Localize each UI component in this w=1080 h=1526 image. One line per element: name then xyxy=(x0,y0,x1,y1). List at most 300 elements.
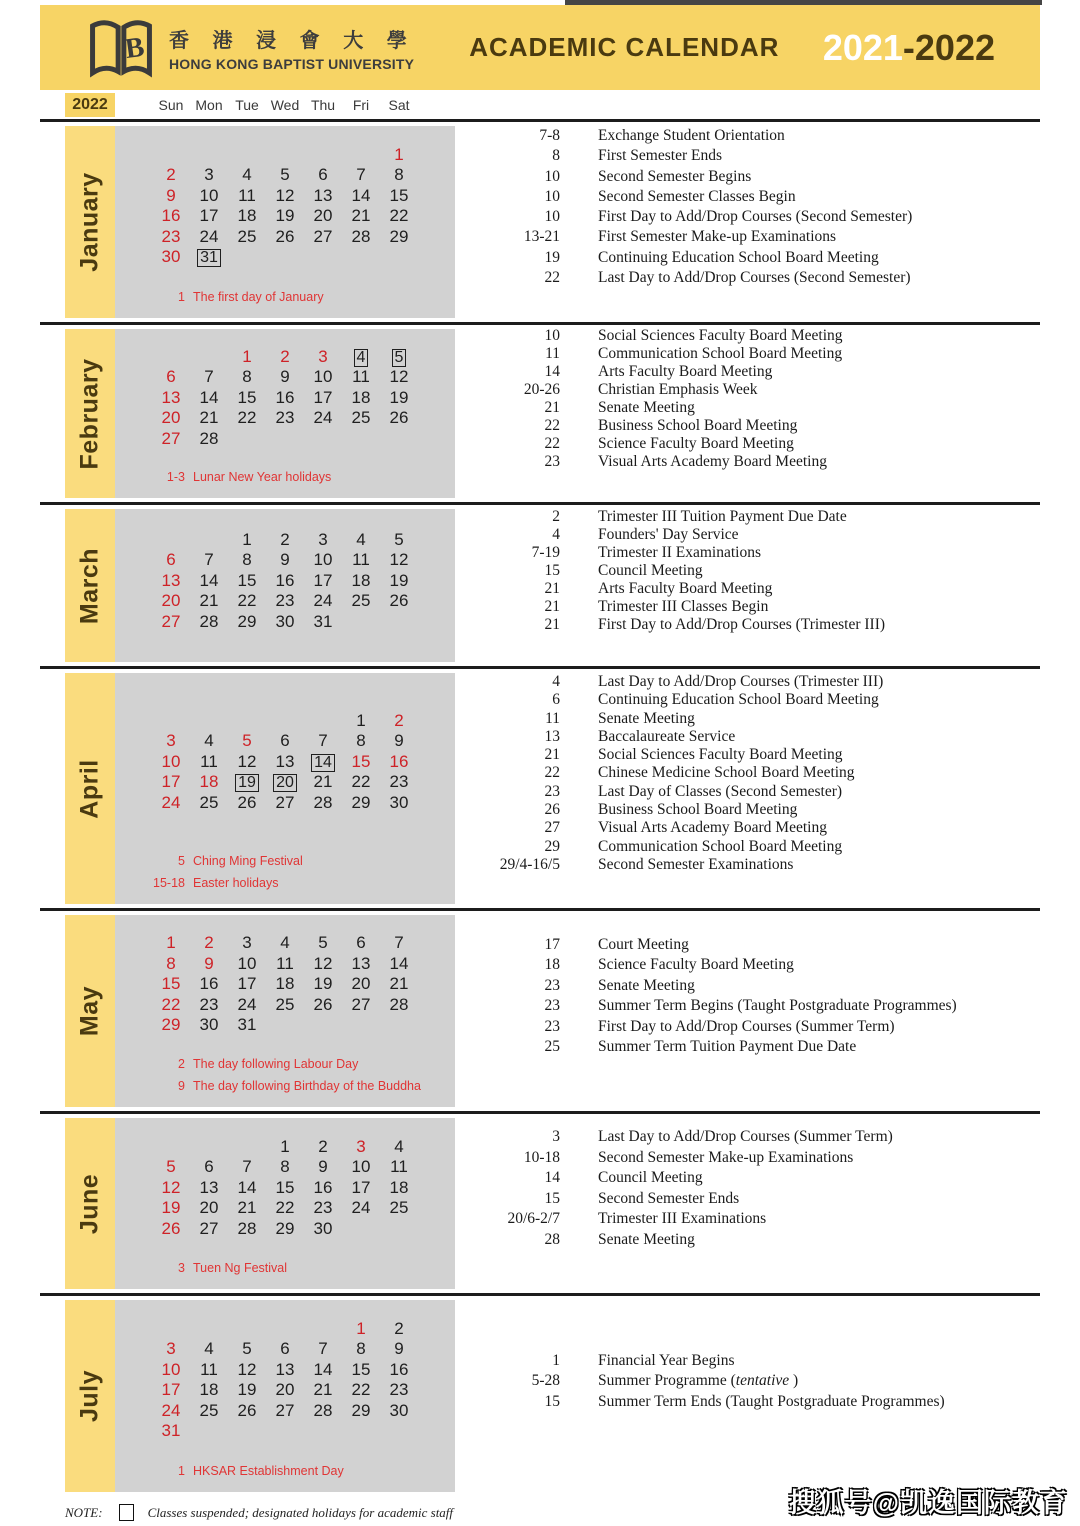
calendar-day: 16 xyxy=(199,974,219,993)
event-date: 22 xyxy=(544,434,560,452)
calendar-day: 13 xyxy=(275,1359,295,1379)
event-text: Trimester III Tuition Payment Due Date xyxy=(598,507,847,525)
event-row xyxy=(465,1168,1040,1189)
weekday-label: Thu xyxy=(310,96,336,113)
calendar-day: 15 xyxy=(237,570,257,590)
calendar-day: 13 xyxy=(275,751,295,771)
calendar-day: 17 xyxy=(161,1380,181,1400)
calendar-day: 24 xyxy=(237,994,257,1014)
calendar-day: 18 xyxy=(389,1177,409,1197)
month-section xyxy=(40,1114,1040,1296)
event-row xyxy=(465,673,1040,691)
calendar-week xyxy=(152,1401,455,1422)
calendar-day: 30 xyxy=(389,1400,409,1420)
calendar-day: 31 xyxy=(237,1015,257,1034)
event-date: 3 xyxy=(552,1128,560,1146)
calendar-week xyxy=(152,1157,455,1178)
event-row xyxy=(465,146,1040,166)
calendar-day: 16 xyxy=(313,1177,333,1197)
calendar-day: 28 xyxy=(313,1400,333,1420)
calendar-week xyxy=(152,1015,455,1036)
event-text: Baccalaureate Service xyxy=(598,727,736,745)
event-row xyxy=(465,616,1040,634)
event-date: 21 xyxy=(544,579,560,597)
weekday-label: Tue xyxy=(235,96,259,113)
calendar-day: 28 xyxy=(199,428,219,448)
event-date: 10 xyxy=(544,187,560,205)
calendar-day: 15 xyxy=(237,387,257,407)
suspended-day-box-icon xyxy=(119,1504,134,1521)
holiday-note-text: Tuen Ng Festival xyxy=(193,1261,288,1275)
event-date: 7-8 xyxy=(539,127,560,145)
calendar-day: 9 xyxy=(166,185,176,205)
event-row xyxy=(465,227,1040,247)
calendar-day: 29 xyxy=(275,1218,295,1238)
event-date: 29/4-16/5 xyxy=(499,855,560,873)
calendar-day: 21 xyxy=(199,408,219,427)
calendar-day: 31 xyxy=(190,247,228,267)
event-date: 17 xyxy=(544,935,560,953)
month-notes xyxy=(115,1053,455,1107)
calendar-day: 9 xyxy=(394,1339,404,1359)
calendar-week xyxy=(152,206,455,227)
event-date: 7-19 xyxy=(531,543,560,561)
event-text: Last Day to Add/Drop Courses (Trimester III) xyxy=(598,673,884,691)
calendar-day: 18 xyxy=(275,974,295,993)
calendar-day: 12 xyxy=(389,367,409,386)
event-row xyxy=(465,167,1040,187)
calendar-week xyxy=(152,953,455,974)
calendar-day: 8 xyxy=(394,165,404,185)
event-text: Second Semester Make-up Examinations xyxy=(598,1148,854,1166)
month-strip xyxy=(65,1118,115,1289)
month-events xyxy=(455,326,1040,498)
calendar-day: 23 xyxy=(275,408,295,427)
event-row xyxy=(465,562,1040,580)
event-date: 5-28 xyxy=(531,1372,560,1389)
calendar-week xyxy=(152,165,455,186)
event-text: Last Day to Add/Drop Courses (Second Semester) xyxy=(598,268,911,286)
calendar-day: 3 xyxy=(204,165,214,185)
event-text: Senate Meeting xyxy=(598,976,695,994)
event-text: Second Semester Begins xyxy=(598,167,752,185)
calendar-week xyxy=(152,367,455,388)
event-date: 15 xyxy=(544,1189,560,1207)
header-band xyxy=(40,5,1040,90)
event-date: 13-21 xyxy=(523,228,560,246)
calendar-day: 16 xyxy=(389,751,409,771)
event-text: First Day to Add/Drop Courses (Second Semester) xyxy=(598,208,913,226)
event-row xyxy=(465,1371,1040,1392)
month-strip xyxy=(65,126,115,318)
month-notes xyxy=(115,1460,455,1492)
event-date: 20/6-2/7 xyxy=(507,1210,560,1228)
calendar-day: 7 xyxy=(318,731,328,750)
calendar-week xyxy=(152,591,455,612)
month-calendar-panel xyxy=(65,673,455,904)
calendar-day: 5 xyxy=(242,1339,252,1359)
calendar-week xyxy=(152,731,455,752)
calendar-day: 10 xyxy=(313,367,333,386)
holiday-note-date: 5 xyxy=(178,854,185,868)
event-text: Business School Board Meeting xyxy=(598,416,798,434)
month-events xyxy=(455,509,1040,662)
calendar-day: 2 xyxy=(394,1318,404,1338)
event-row xyxy=(465,837,1040,855)
month-grid xyxy=(115,710,455,813)
event-date: 14 xyxy=(544,362,560,380)
calendar-day: 4 xyxy=(356,529,366,549)
calendar-day: 1 xyxy=(242,346,252,366)
calendar-day: 5 xyxy=(166,1157,176,1176)
calendar-day: 12 xyxy=(161,1177,181,1197)
calendar-day: 23 xyxy=(275,591,295,610)
calendar-day: 27 xyxy=(351,994,371,1014)
event-text: Financial Year Begins xyxy=(598,1351,735,1369)
event-text: Trimester III Examinations xyxy=(598,1210,767,1228)
event-date: 13 xyxy=(544,727,560,745)
calendar-day: 2 xyxy=(280,346,290,366)
calendar-day: 24 xyxy=(313,408,333,427)
month-events xyxy=(455,1118,1040,1289)
calendar-day: 11 xyxy=(200,1359,218,1379)
event-row xyxy=(465,544,1040,562)
calendar-day: 12 xyxy=(275,185,295,205)
event-date: 10 xyxy=(544,208,560,226)
event-text: Arts Faculty Board Meeting xyxy=(598,362,773,380)
calendar-day: 16 xyxy=(275,387,295,407)
calendar-day: 27 xyxy=(161,611,181,631)
svg-text:B: B xyxy=(123,31,147,65)
month-section xyxy=(40,505,1040,669)
event-text: Summer Term Tuition Payment Due Date xyxy=(598,1038,857,1056)
month-grid xyxy=(115,529,455,632)
calendar-day: 16 xyxy=(161,206,181,226)
event-row xyxy=(465,345,1040,363)
calendar-day: 19 xyxy=(161,1198,181,1217)
year-range-start: 2021 xyxy=(822,26,903,68)
calendar-day: 21 xyxy=(389,974,409,993)
calendar-day: 9 xyxy=(280,367,290,386)
event-text: Court Meeting xyxy=(598,935,689,953)
event-text: First Day to Add/Drop Courses (Summer Term) xyxy=(598,1017,895,1035)
month-grid xyxy=(115,1136,455,1239)
calendar-day: 12 xyxy=(237,1359,257,1379)
calendar-day: 10 xyxy=(351,1157,371,1176)
calendar-week xyxy=(152,933,455,954)
holiday-note xyxy=(135,1460,455,1482)
calendar-day: 8 xyxy=(242,367,252,386)
calendar-day: 18 xyxy=(199,772,219,791)
event-date: 11 xyxy=(545,344,560,362)
calendar-day: 14 xyxy=(237,1177,257,1197)
calendar-week xyxy=(152,994,455,1015)
event-text: Second Semester Ends xyxy=(598,1189,740,1207)
holiday-note-text: The day following Birthday of the Buddha xyxy=(193,1079,421,1093)
month-grid xyxy=(115,145,455,268)
event-date: 22 xyxy=(544,416,560,434)
month-strip xyxy=(65,329,115,498)
holiday-note-text: Easter holidays xyxy=(193,876,279,890)
calendar-day: 4 xyxy=(342,347,380,367)
event-row xyxy=(465,783,1040,801)
month-label: April xyxy=(75,758,104,819)
month-events xyxy=(455,1300,1040,1492)
month-calendar-panel xyxy=(65,329,455,498)
holiday-note xyxy=(135,1075,455,1097)
calendar-day: 20 xyxy=(275,1380,295,1400)
calendar-week xyxy=(152,1177,455,1198)
event-row xyxy=(465,207,1040,227)
event-date: 15 xyxy=(544,561,560,579)
calendar-week xyxy=(152,611,455,632)
event-date: 11 xyxy=(545,709,560,727)
calendar-week xyxy=(152,974,455,995)
event-row xyxy=(465,746,1040,764)
calendar-day: 10 xyxy=(199,185,219,205)
calendar-week xyxy=(152,751,455,772)
calendar-week xyxy=(152,1136,455,1157)
calendar-week xyxy=(152,710,455,731)
calendar-day: 12 xyxy=(313,953,333,973)
event-date: 25 xyxy=(544,1038,560,1056)
calendar-day: 3 xyxy=(318,529,328,549)
event-text: Communication School Board Meeting xyxy=(598,344,843,362)
calendar-day: 25 xyxy=(275,994,295,1014)
weekday-label: Wed xyxy=(270,96,300,113)
calendar-day: 28 xyxy=(389,994,409,1014)
calendar-day: 27 xyxy=(199,1218,219,1238)
calendar-day: 24 xyxy=(161,792,181,812)
event-text: Trimester III Classes Begin xyxy=(598,597,769,615)
event-row xyxy=(465,363,1040,381)
event-date: 2 xyxy=(552,507,560,525)
event-date: 20-26 xyxy=(523,380,560,398)
calendar-week xyxy=(152,1421,455,1442)
holiday-note-date: 1-3 xyxy=(166,470,185,484)
calendar-day: 27 xyxy=(275,792,295,812)
event-date: 26 xyxy=(544,801,560,819)
calendar-day: 2 xyxy=(204,933,214,952)
event-text: Exchange Student Orientation xyxy=(598,127,785,145)
event-row xyxy=(465,856,1040,874)
month-section xyxy=(40,325,1040,505)
event-text: Founders' Day Service xyxy=(598,525,739,543)
calendar-day: 29 xyxy=(237,611,257,631)
weekday-label: Fri xyxy=(352,96,370,113)
calendar-day: 30 xyxy=(199,1015,219,1034)
month-strip xyxy=(65,509,115,662)
event-row xyxy=(465,580,1040,598)
event-date: 22 xyxy=(544,764,560,782)
calendar-day: 18 xyxy=(199,1380,219,1400)
calendar-day: 29 xyxy=(351,792,371,812)
holiday-note-text: Ching Ming Festival xyxy=(193,854,303,868)
calendar-day: 12 xyxy=(237,751,257,771)
calendar-day: 24 xyxy=(313,591,333,610)
calendar-day: 1 xyxy=(280,1136,290,1156)
calendar-day: 8 xyxy=(242,550,252,569)
calendar-day: 6 xyxy=(166,550,176,569)
event-date: 19 xyxy=(544,248,560,266)
calendar-day: 18 xyxy=(351,387,371,407)
calendar-day: 19 xyxy=(275,206,295,226)
calendar-day: 30 xyxy=(161,247,181,267)
event-row xyxy=(465,453,1040,471)
calendar-header-row xyxy=(40,90,1040,122)
calendar-day: 3 xyxy=(242,933,252,952)
calendar-day: 4 xyxy=(394,1136,404,1156)
calendar-day: 22 xyxy=(237,591,257,610)
event-row xyxy=(465,1189,1040,1210)
calendar-day: 25 xyxy=(237,226,257,246)
holiday-note-date: 1 xyxy=(178,290,185,304)
calendar-day: 22 xyxy=(161,994,181,1014)
calendar-day: 27 xyxy=(161,428,181,448)
calendar-day: 4 xyxy=(280,933,290,952)
university-name-zh: 香 港 浸 會 大 學 xyxy=(169,29,416,52)
month-section xyxy=(40,1296,1040,1496)
event-row xyxy=(465,764,1040,782)
event-row xyxy=(465,801,1040,819)
calendar-day: 4 xyxy=(204,1339,214,1359)
calendar-day: 11 xyxy=(238,185,256,205)
calendar-week xyxy=(152,1360,455,1381)
month-calendar-panel xyxy=(65,509,455,662)
calendar-day: 14 xyxy=(313,1359,333,1379)
weekday-label: Mon xyxy=(195,96,223,113)
year-badge: 2022 xyxy=(65,93,115,117)
calendar-day: 25 xyxy=(389,1198,409,1217)
calendar-day: 17 xyxy=(313,387,333,407)
month-strip xyxy=(65,673,115,904)
calendar-day: 22 xyxy=(351,772,371,791)
calendar-day: 14 xyxy=(199,387,219,407)
event-date: 21 xyxy=(544,597,560,615)
calendar-day: 21 xyxy=(313,1380,333,1400)
month-label: January xyxy=(75,172,104,272)
calendar-day: 1 xyxy=(394,144,404,164)
calendar-day: 1 xyxy=(166,933,176,952)
calendar-week xyxy=(152,428,455,449)
event-text: Visual Arts Academy Board Meeting xyxy=(598,452,827,470)
calendar-day: 3 xyxy=(166,731,176,750)
event-text: Last Day to Add/Drop Courses (Summer Term) xyxy=(598,1128,893,1146)
event-date: 4 xyxy=(552,525,560,543)
event-row xyxy=(465,1350,1040,1371)
page-content xyxy=(40,5,1040,1521)
event-date: 23 xyxy=(544,452,560,470)
calendar-day: 19 xyxy=(389,387,409,407)
event-text: First Day to Add/Drop Courses (Trimester III) xyxy=(598,615,886,633)
calendar-day: 7 xyxy=(318,1339,328,1359)
event-row xyxy=(465,435,1040,453)
event-text: Social Sciences Faculty Board Meeting xyxy=(598,326,843,344)
calendar-day: 25 xyxy=(199,792,219,812)
calendar-week xyxy=(152,1198,455,1219)
calendar-day: 20 xyxy=(351,974,371,993)
calendar-day: 22 xyxy=(237,408,257,427)
calendar-day: 15 xyxy=(389,185,409,205)
event-row xyxy=(465,399,1040,417)
calendar-day: 13 xyxy=(161,387,181,407)
event-text: Continuing Education School Board Meeting xyxy=(598,691,879,709)
calendar-day: 9 xyxy=(318,1157,328,1176)
holiday-note-text: The first day of January xyxy=(193,290,324,304)
watermark: 搜狐号@凯逸国际教育 xyxy=(788,1488,1068,1518)
calendar-day: 10 xyxy=(161,751,181,771)
event-date: 10-18 xyxy=(523,1148,560,1166)
calendar-day: 11 xyxy=(200,751,218,771)
calendar-day: 16 xyxy=(389,1359,409,1379)
calendar-day: 21 xyxy=(351,206,371,226)
event-row xyxy=(465,417,1040,435)
event-row xyxy=(465,1127,1040,1148)
event-text: Senate Meeting xyxy=(598,398,695,416)
event-date: 29 xyxy=(544,837,560,855)
calendar-day: 23 xyxy=(313,1198,333,1217)
calendar-day: 13 xyxy=(313,185,333,205)
event-text: Summer Programme (tentative ) xyxy=(598,1372,799,1389)
event-row xyxy=(465,268,1040,288)
event-row xyxy=(465,248,1040,268)
calendar-day: 19 xyxy=(313,974,333,993)
calendar-day: 13 xyxy=(199,1177,219,1197)
event-text: Senate Meeting xyxy=(598,709,695,727)
event-text: Council Meeting xyxy=(598,561,703,579)
calendar-day: 18 xyxy=(351,570,371,590)
event-text: Second Semester Examinations xyxy=(598,855,794,873)
calendar-day: 7 xyxy=(394,933,404,952)
calendar-day: 29 xyxy=(161,1015,181,1034)
month-label: May xyxy=(75,985,104,1037)
weekday-header xyxy=(152,97,418,113)
event-row xyxy=(465,1230,1040,1251)
calendar-day: 2 xyxy=(166,165,176,185)
event-row xyxy=(465,1391,1040,1412)
calendar-day: 7 xyxy=(242,1157,252,1176)
event-row xyxy=(465,1037,1040,1058)
month-grid xyxy=(115,346,455,449)
calendar-day: 16 xyxy=(275,570,295,590)
calendar-day: 30 xyxy=(313,1218,333,1238)
calendar-day: 30 xyxy=(275,611,295,631)
calendar-day: 11 xyxy=(352,550,370,569)
calendar-day: 10 xyxy=(161,1359,181,1379)
calendar-day: 8 xyxy=(280,1157,290,1176)
event-text: Senate Meeting xyxy=(598,1230,695,1248)
calendar-week xyxy=(152,1319,455,1340)
event-text: First Semester Make-up Examinations xyxy=(598,228,837,246)
calendar-day: 5 xyxy=(242,731,252,750)
calendar-day: 14 xyxy=(351,185,371,205)
calendar-day: 2 xyxy=(394,710,404,730)
event-row xyxy=(465,1017,1040,1038)
event-date: 8 xyxy=(552,147,560,165)
calendar-day: 27 xyxy=(275,1400,295,1420)
event-text: Science Faculty Board Meeting xyxy=(598,434,794,452)
calendar-day: 4 xyxy=(204,731,214,750)
calendar-day: 28 xyxy=(199,611,219,631)
calendar-day: 2 xyxy=(318,1136,328,1156)
calendar-day: 20 xyxy=(199,1198,219,1217)
event-text: Arts Faculty Board Meeting xyxy=(598,579,773,597)
calendar-day: 27 xyxy=(313,226,333,246)
holiday-note xyxy=(135,850,455,872)
holiday-note xyxy=(135,872,455,894)
month-calendar xyxy=(115,126,455,318)
month-calendar-panel xyxy=(65,1118,455,1289)
